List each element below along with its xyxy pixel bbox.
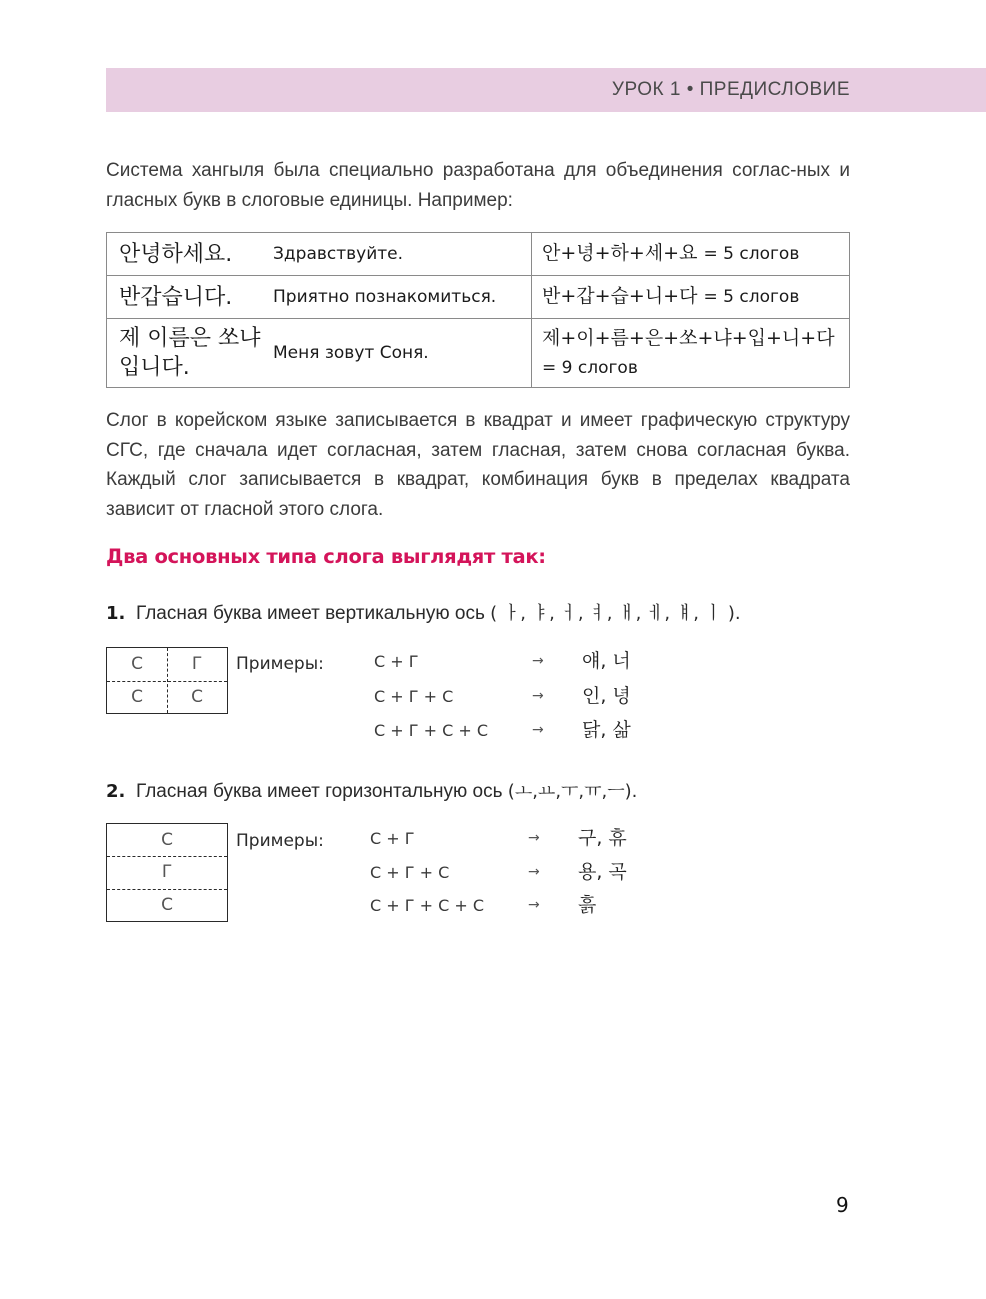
example-result: 인, 녕 xyxy=(582,685,631,707)
example-formula: С + Г + С + С xyxy=(370,896,485,915)
horizontal-syllable-diagram xyxy=(106,823,228,922)
table-row xyxy=(107,233,850,276)
example-formula: С + Г + С + С xyxy=(374,721,489,740)
korean-phrase: 안녕하세요. xyxy=(107,233,270,276)
syllable-count: = 5 слогов xyxy=(703,287,800,307)
arrow-right-icon: → xyxy=(528,830,540,846)
syllable-count: = 5 слогов xyxy=(703,244,800,264)
examples-table xyxy=(106,232,850,388)
table-row xyxy=(107,319,850,388)
arrow-right-icon: → xyxy=(532,688,544,704)
example-result: 흙 xyxy=(578,894,597,916)
type-1-text: Гласная буква имеет вертикальную ось xyxy=(136,603,485,624)
example-result: 구, 휴 xyxy=(578,827,627,849)
page-number: 9 xyxy=(836,1193,849,1217)
arrow-right-icon: → xyxy=(532,722,544,738)
type-1-number: 1. xyxy=(106,603,126,624)
example-formula: С + Г xyxy=(370,829,415,848)
example-result: 얘, 너 xyxy=(582,650,631,672)
syllable-breakdown xyxy=(532,276,850,319)
section-heading: Два основных типа слога выглядят так: xyxy=(106,545,546,568)
type-1-description xyxy=(106,599,741,625)
type-1-vowels: ( ㅏ, ㅑ, ㅓ, ㅕ, ㅐ, ㅔ, ㅒ, ㅣ ). xyxy=(490,603,741,624)
russian-translation: Меня зовут Соня. xyxy=(269,319,532,388)
syllable-count: = 9 слогов xyxy=(542,357,638,378)
syllable-breakdown xyxy=(532,319,850,388)
diagram-cell: С xyxy=(191,686,203,707)
example-formula: С + Г + С xyxy=(374,687,454,706)
example-result: 용, 곡 xyxy=(578,861,627,883)
table-row xyxy=(107,276,850,319)
diagram-cell: Г xyxy=(161,862,173,883)
running-header-title: УРОК 1 • ПРЕДИСЛОВИЕ xyxy=(611,79,850,100)
diagram-cell: С xyxy=(131,654,143,675)
russian-translation: Приятно познакомиться. xyxy=(269,276,532,319)
arrow-right-icon: → xyxy=(528,897,540,913)
diagram-cell: С xyxy=(161,894,173,915)
diagram-cell: С xyxy=(161,830,173,851)
intro-paragraph: Система хангыля была специально разработана для объединения соглас-ных и гласных букв в слоговые единицы. Например: xyxy=(106,160,850,211)
example-formula: С + Г + С xyxy=(370,863,450,882)
diagram-cell: Г xyxy=(191,654,203,675)
diagram-cell: С xyxy=(131,686,143,707)
korean-phrase: 반갑습니다. xyxy=(107,276,270,319)
vertical-syllable-diagram xyxy=(106,647,228,714)
examples-label: Примеры: xyxy=(236,654,324,674)
arrow-right-icon: → xyxy=(532,653,544,669)
korean-phrase: 제 이름은 쏘냐입니다. xyxy=(107,319,270,388)
example-result: 닭, 삶 xyxy=(582,719,631,741)
syllable-sequence: 반+갑+습+니+다 xyxy=(542,285,698,307)
example-formula: С + Г xyxy=(374,652,419,671)
arrow-right-icon: → xyxy=(528,864,540,880)
syllable-sequence: 제+이+름+은+쏘+냐+입+니+다 xyxy=(542,326,835,349)
type-2-text: Гласная буква имеет горизонтальную ось xyxy=(136,781,503,802)
russian-translation: Здравствуйте. xyxy=(269,233,532,276)
syllable-sequence: 안+녕+하+세+요 xyxy=(542,242,698,264)
running-header-band xyxy=(106,68,986,112)
type-2-vowels: (ㅗ,ㅛ,ㅜ,ㅠ,ㅡ). xyxy=(507,781,638,802)
structure-paragraph: Слог в корейском языке записывается в квадрат и имеет графическую структуру СГС, где сначала идет согласная, затем гласная, затем снова согласная буква. Каждый слог записывается в квадрат, комбинация букв в пределах квадрата зависит от гласной этого слога. xyxy=(106,410,850,520)
type-2-number: 2. xyxy=(106,781,126,802)
type-2-description xyxy=(106,777,637,803)
syllable-breakdown xyxy=(532,233,850,276)
examples-label: Примеры: xyxy=(236,831,324,851)
